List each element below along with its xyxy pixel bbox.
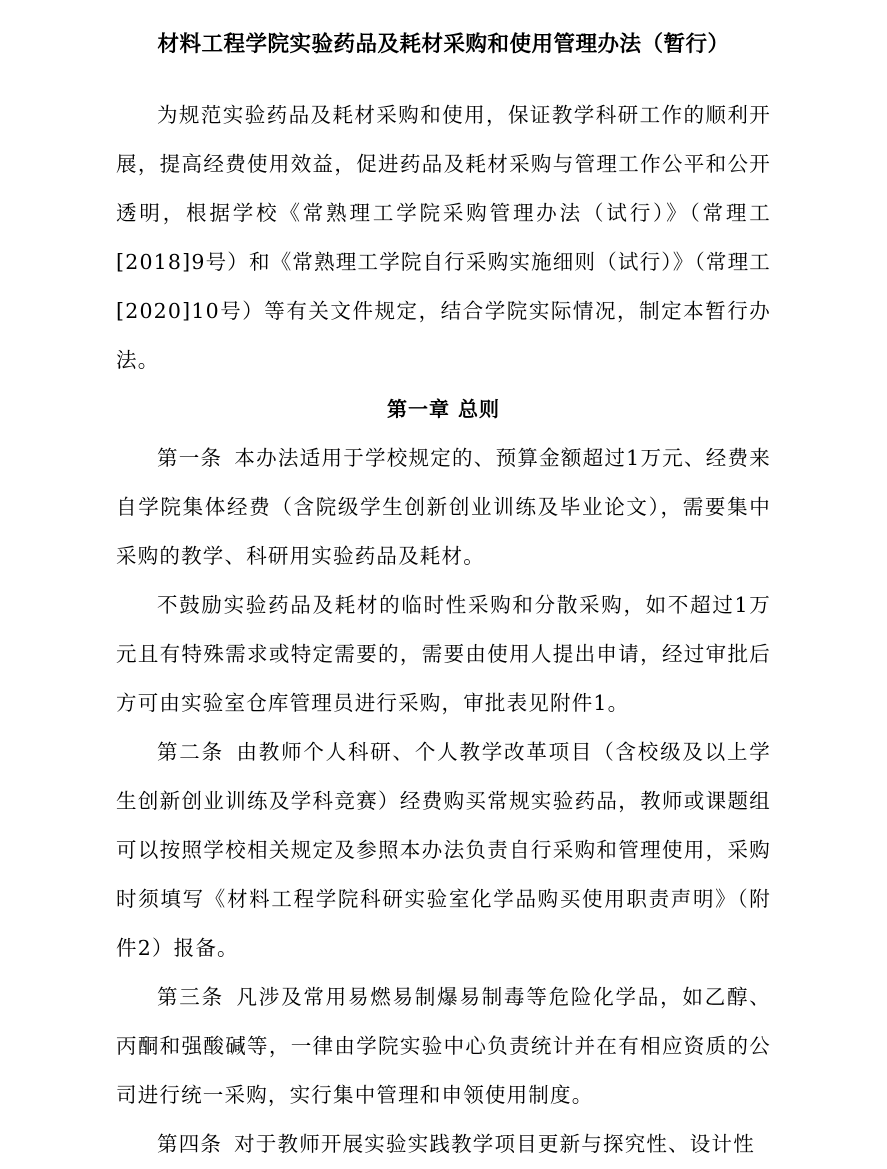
article-text: 对于教师开展实验实践教学项目更新与探究性、设计性 bbox=[234, 1132, 755, 1156]
article-text: 不鼓励实验药品及耗材的临时性采购和分散采购，如不超过1万元且有特殊需求或特定需要的，需要由使用人提出申请，经过审批后方可由实验室仓库管理员进行采购，审批表见附件1。 bbox=[116, 593, 771, 715]
article-2-paragraph bbox=[116, 728, 771, 973]
article-text: 本办法适用于学校规定的、预算金额超过1万元、经费来自学院集体经费（含院级学生创新创业训练及毕业论文），需要集中采购的教学、科研用实验药品及耗材。 bbox=[116, 446, 771, 568]
chapter-heading: 第一章 总则 bbox=[387, 397, 500, 421]
article-4-paragraph bbox=[116, 1120, 771, 1169]
article-1-supplement-paragraph bbox=[116, 581, 771, 728]
article-1-paragraph bbox=[116, 434, 771, 581]
intro-paragraph: 为规范实验药品及耗材采购和使用，保证教学科研工作的顺利开展，提高经费使用效益，促进药品及耗材采购与管理工作公平和公开透明，根据学校《常熟理工学院采购管理办法（试行）》（常理工[2018]9号）和《常熟理工学院自行采购实施细则（试行）》（常理工[2020]10号）等有关文件规定，结合学院实际情况，制定本暂行办法。 bbox=[116, 103, 772, 372]
article-3-paragraph bbox=[116, 973, 771, 1120]
article-label: 第一条 bbox=[157, 446, 223, 470]
article-label: 第四条 bbox=[157, 1132, 223, 1156]
document-title: 材料工程学院实验药品及耗材采购和使用管理办法（暂行） bbox=[157, 32, 730, 57]
article-label: 第二条 bbox=[157, 740, 224, 764]
article-text: 凡涉及常用易燃易制爆易制毒等危险化学品，如乙醇、丙酮和强酸碱等，一律由学院实验中心负责统计并在有相应资质的公司进行统一采购，实行集中管理和申领使用制度。 bbox=[116, 985, 771, 1107]
article-text: 由教师个人科研、个人教学改革项目（含校级及以上学生创新创业训练及学科竞赛）经费购买常规实验药品，教师或课题组可以按照学校相关规定及参照本办法负责自行采购和管理使用，采购时须填写《材料工程学院科研实验室化学品购买使用职责声明》（附件2）报备。 bbox=[116, 740, 771, 960]
article-label: 第三条 bbox=[157, 985, 224, 1009]
